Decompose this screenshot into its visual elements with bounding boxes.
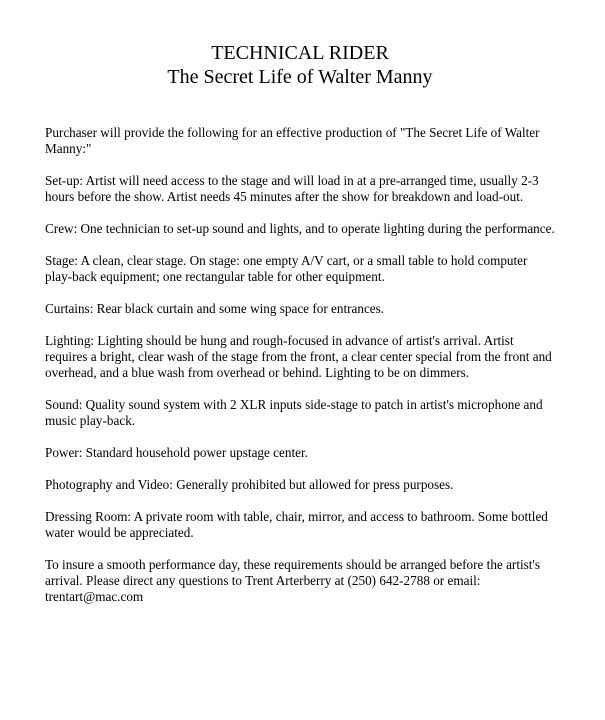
paragraph-curtains: Curtains: Rear black curtain and some wing space for entrances. (45, 301, 385, 316)
paragraph-setup: Set-up: Artist will need access to the stage and will load in at a pre-arranged time, usually 2-3 hours before the show. Artist needs 45 minutes after the show for breakdown and load-out. (45, 173, 539, 204)
paragraph-crew: Crew: One technician to set-up sound and lights, and to operate lighting during the performance. (45, 221, 555, 236)
document-subtitle: The Secret Life of Walter Manny (167, 66, 433, 88)
paragraph-photography: Photography and Video: Generally prohibited but allowed for press purposes. (45, 477, 454, 492)
paragraph-lighting: Lighting: Lighting should be hung and rough-focused in advance of artist's arrival. Artist requires a bright, clear wash of the stage from the front, a clear center special from the front and overhead, and a blue wash from overhead or behind. Lighting to be on dimmers. (45, 333, 552, 380)
paragraph-dressing-room: Dressing Room: A private room with table, chair, mirror, and access to bathroom. Some bottled water would be appreciated. (45, 509, 548, 540)
paragraph-closing: To insure a smooth performance day, these requirements should be arranged before the artist's arrival. Please direct any questions to Trent Arterberry at (250) 642-2788 or email: trentart@mac.com (45, 557, 540, 604)
paragraph-power: Power: Standard household power upstage center. (45, 445, 308, 460)
document-title: TECHNICAL RIDER (211, 42, 389, 64)
paragraph-stage: Stage: A clean, clear stage. On stage: one empty A/V cart, or a small table to hold computer play-back equipment; one rectangular table for other equipment. (45, 253, 528, 284)
paragraph-sound: Sound: Quality sound system with 2 XLR inputs side-stage to patch in artist's microphone and music play-back. (45, 397, 543, 428)
title-block (45, 41, 555, 89)
paragraph-intro: Purchaser will provide the following for an effective production of "The Secret Life of Walter Manny:" (45, 125, 540, 156)
